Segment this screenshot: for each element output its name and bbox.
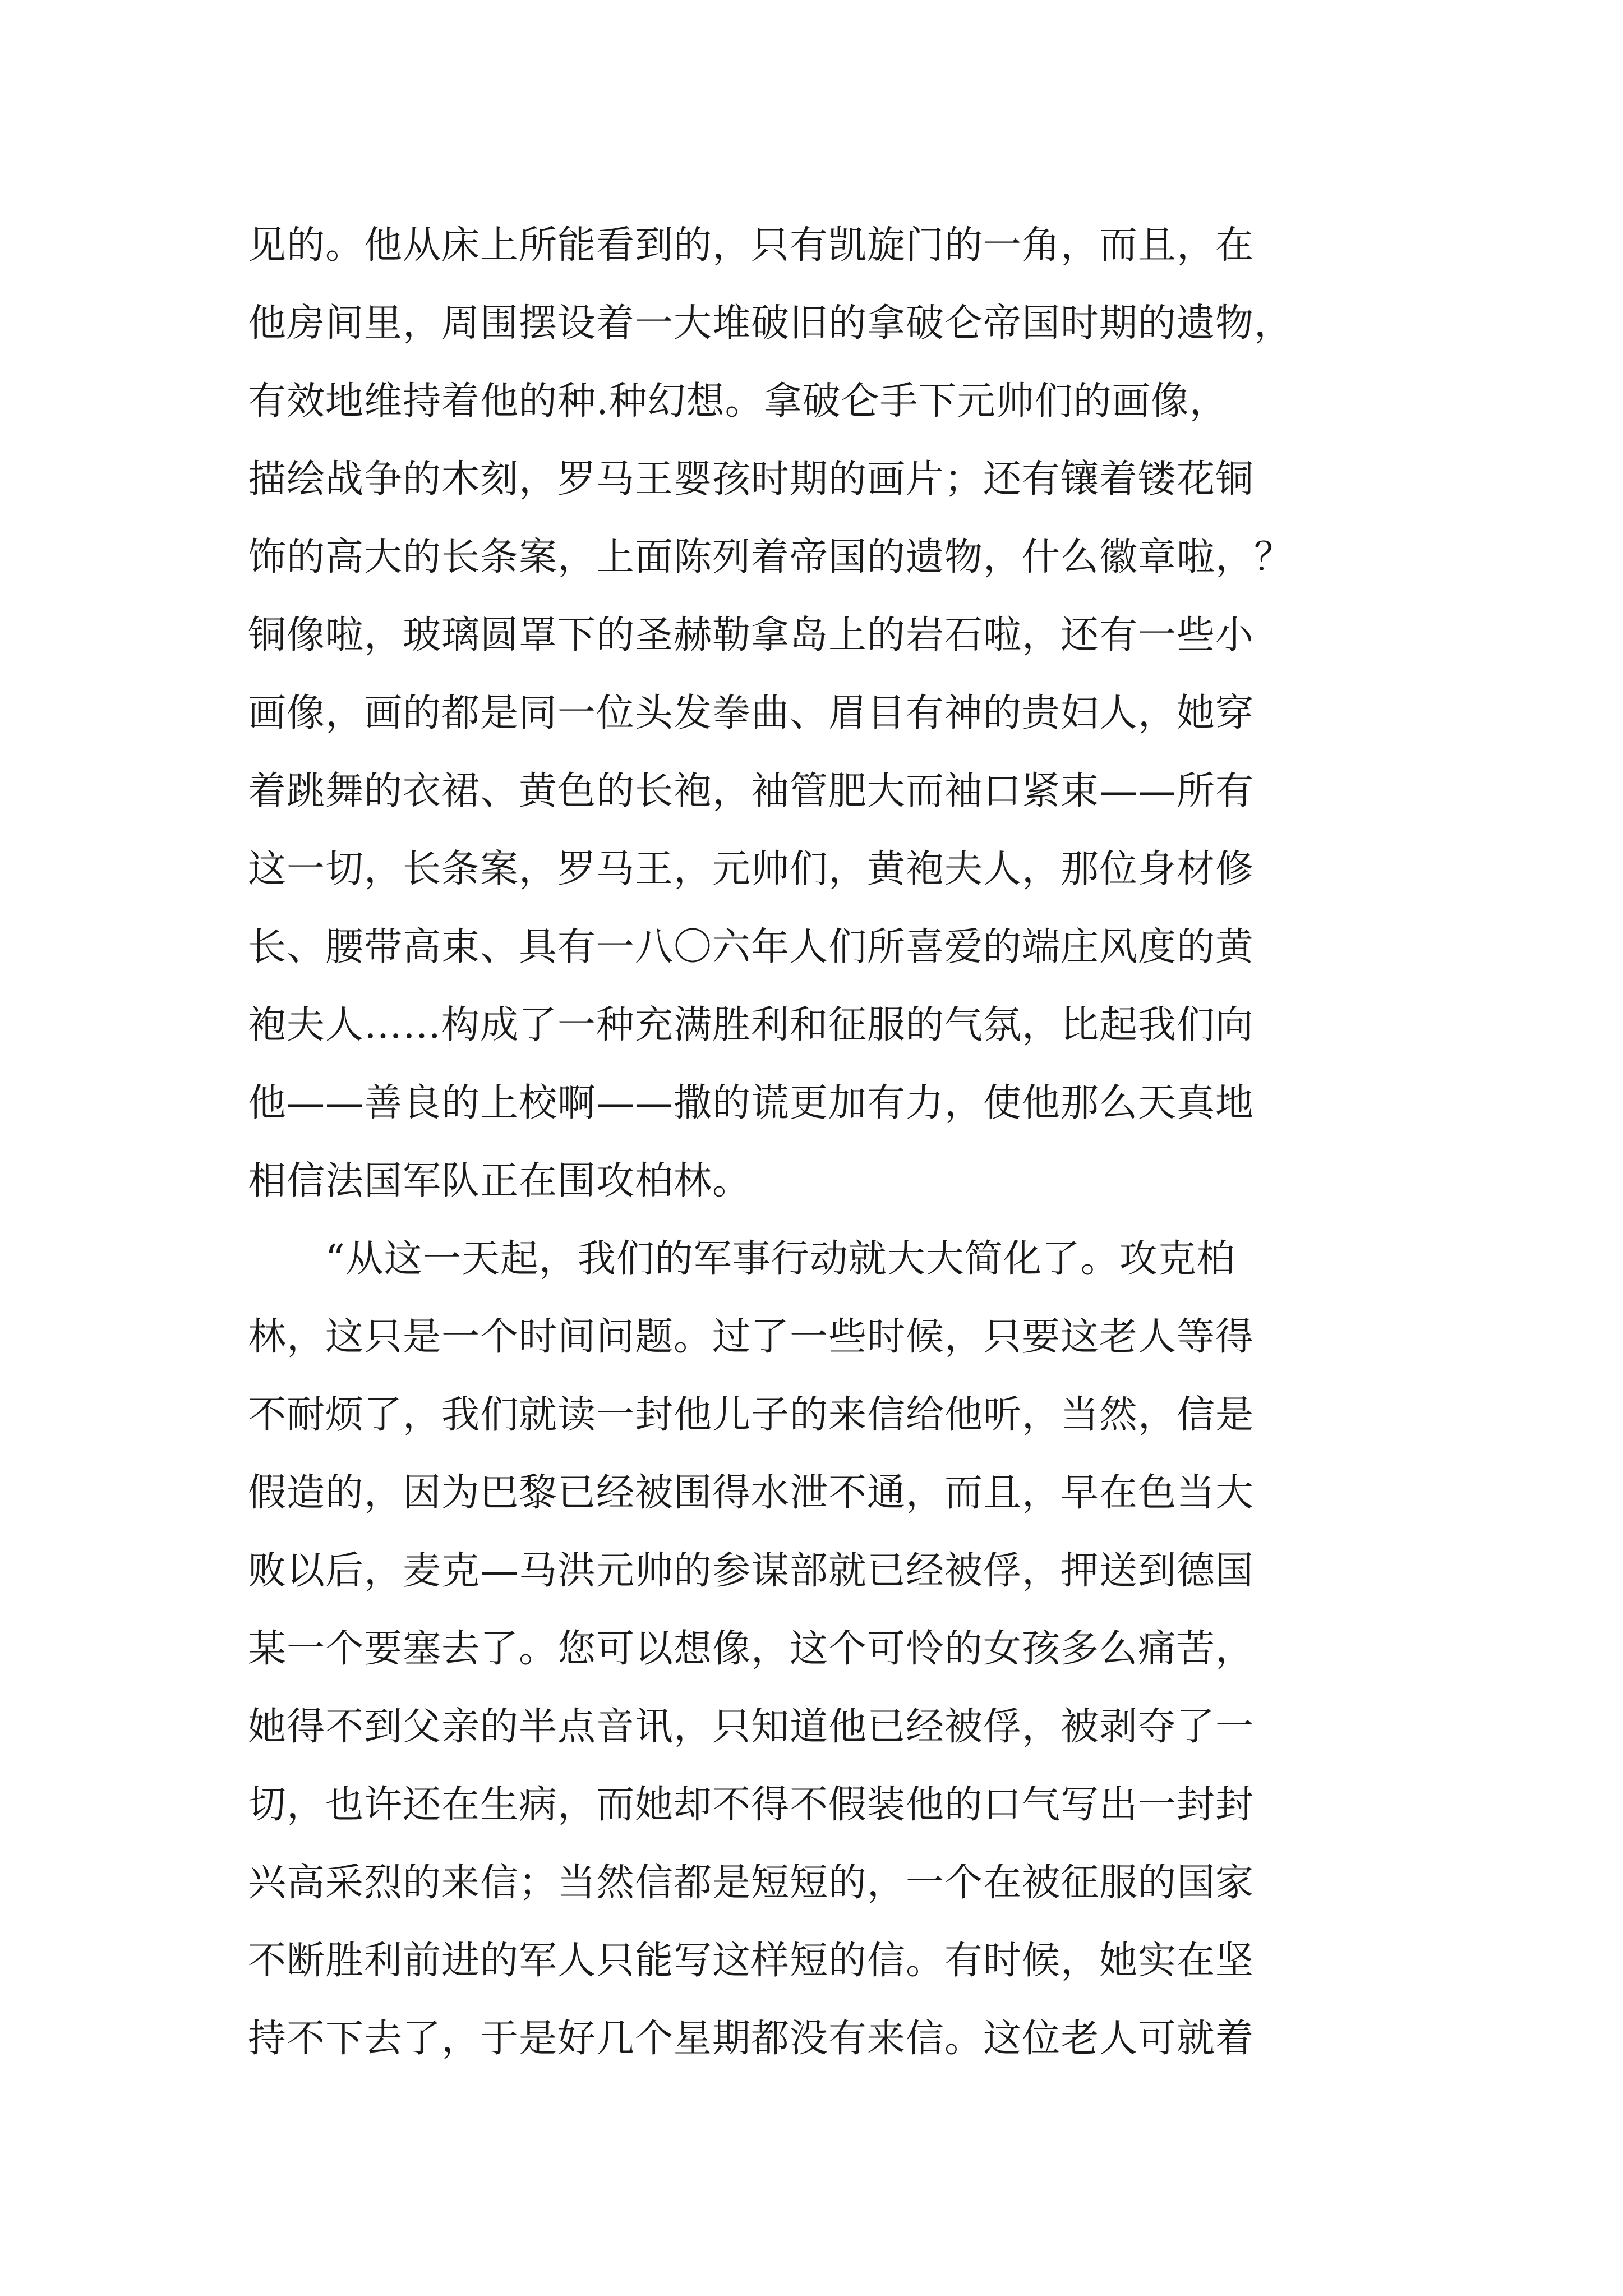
text-line: 兴高采烈的来信；当然信都是短短的，一个在被征服的国家 [248, 1861, 1255, 1905]
text-line: 这一切，长条案，罗马王，元帅们，黄袍夫人，那位身材修 [248, 847, 1255, 891]
text-line: 画像，画的都是同一位头发拳曲、眉目有神的贵妇人，她穿 [248, 691, 1255, 735]
text-line: 描绘战争的木刻，罗马王婴孩时期的画片；还有镶着镂花铜 [248, 457, 1255, 501]
text-line: 有效地维持着他的种.种幻想。拿破仑手下元帅们的画像， [248, 379, 1228, 424]
text-line: 饰的高大的长条案，上面陈列着帝国的遗物，什么徽章啦，？ [248, 535, 1293, 579]
text-line: 见的。他从床上所能看到的，只有凯旋门的一角，而且，在 [248, 223, 1255, 268]
text-line: 着跳舞的衣裙、黄色的长袍，袖管肥大而袖口紧束——所有 [248, 769, 1255, 813]
text-line: 林，这只是一个时间问题。过了一些时候，只要这老人等得 [248, 1315, 1255, 1359]
text-line: 某一个要塞去了。您可以想像，这个可怜的女孩多么痛苦， [248, 1627, 1255, 1671]
paragraph-start-line: “从这一天起，我们的军事行动就大大简化了。攻克柏 [248, 1237, 1235, 1281]
body-text [248, 206, 1392, 2078]
text-line: 他——善良的上校啊——撒的谎更加有力，使他那么天真地 [248, 1081, 1255, 1125]
text-line: 她得不到父亲的半点音讯，只知道他已经被俘，被剥夺了一 [248, 1705, 1255, 1749]
text-line: 他房间里，周围摆设着一大堆破旧的拿破仑帝国时期的遗物， [248, 301, 1293, 346]
text-line: 袍夫人……构成了一种充满胜利和征服的气氛，比起我们向 [248, 1003, 1255, 1047]
text-line: 持不下去了，于是好几个星期都没有来信。这位老人可就着 [248, 2017, 1255, 2061]
text-line: 切，也许还在生病，而她却不得不假装他的口气写出一封封 [248, 1783, 1255, 1827]
text-line: 不断胜利前进的军人只能写这样短的信。有时候，她实在坚 [248, 1939, 1255, 1983]
text-line: 假造的，因为巴黎已经被围得水泄不通，而且，早在色当大 [248, 1471, 1255, 1515]
text-line: 长、腰带高束、具有一八〇六年人们所喜爱的端庄风度的黄 [248, 925, 1255, 969]
text-line: 相信法国军队正在围攻柏林。 [248, 1159, 751, 1203]
text-line: 败以后，麦克—马洪元帅的参谋部就已经被俘，押送到德国 [248, 1549, 1255, 1593]
text-line: 铜像啦，玻璃圆罩下的圣赫勒拿岛上的岩石啦，还有一些小 [248, 613, 1255, 657]
text-line: 不耐烦了，我们就读一封他儿子的来信给他听，当然，信是 [248, 1393, 1255, 1437]
